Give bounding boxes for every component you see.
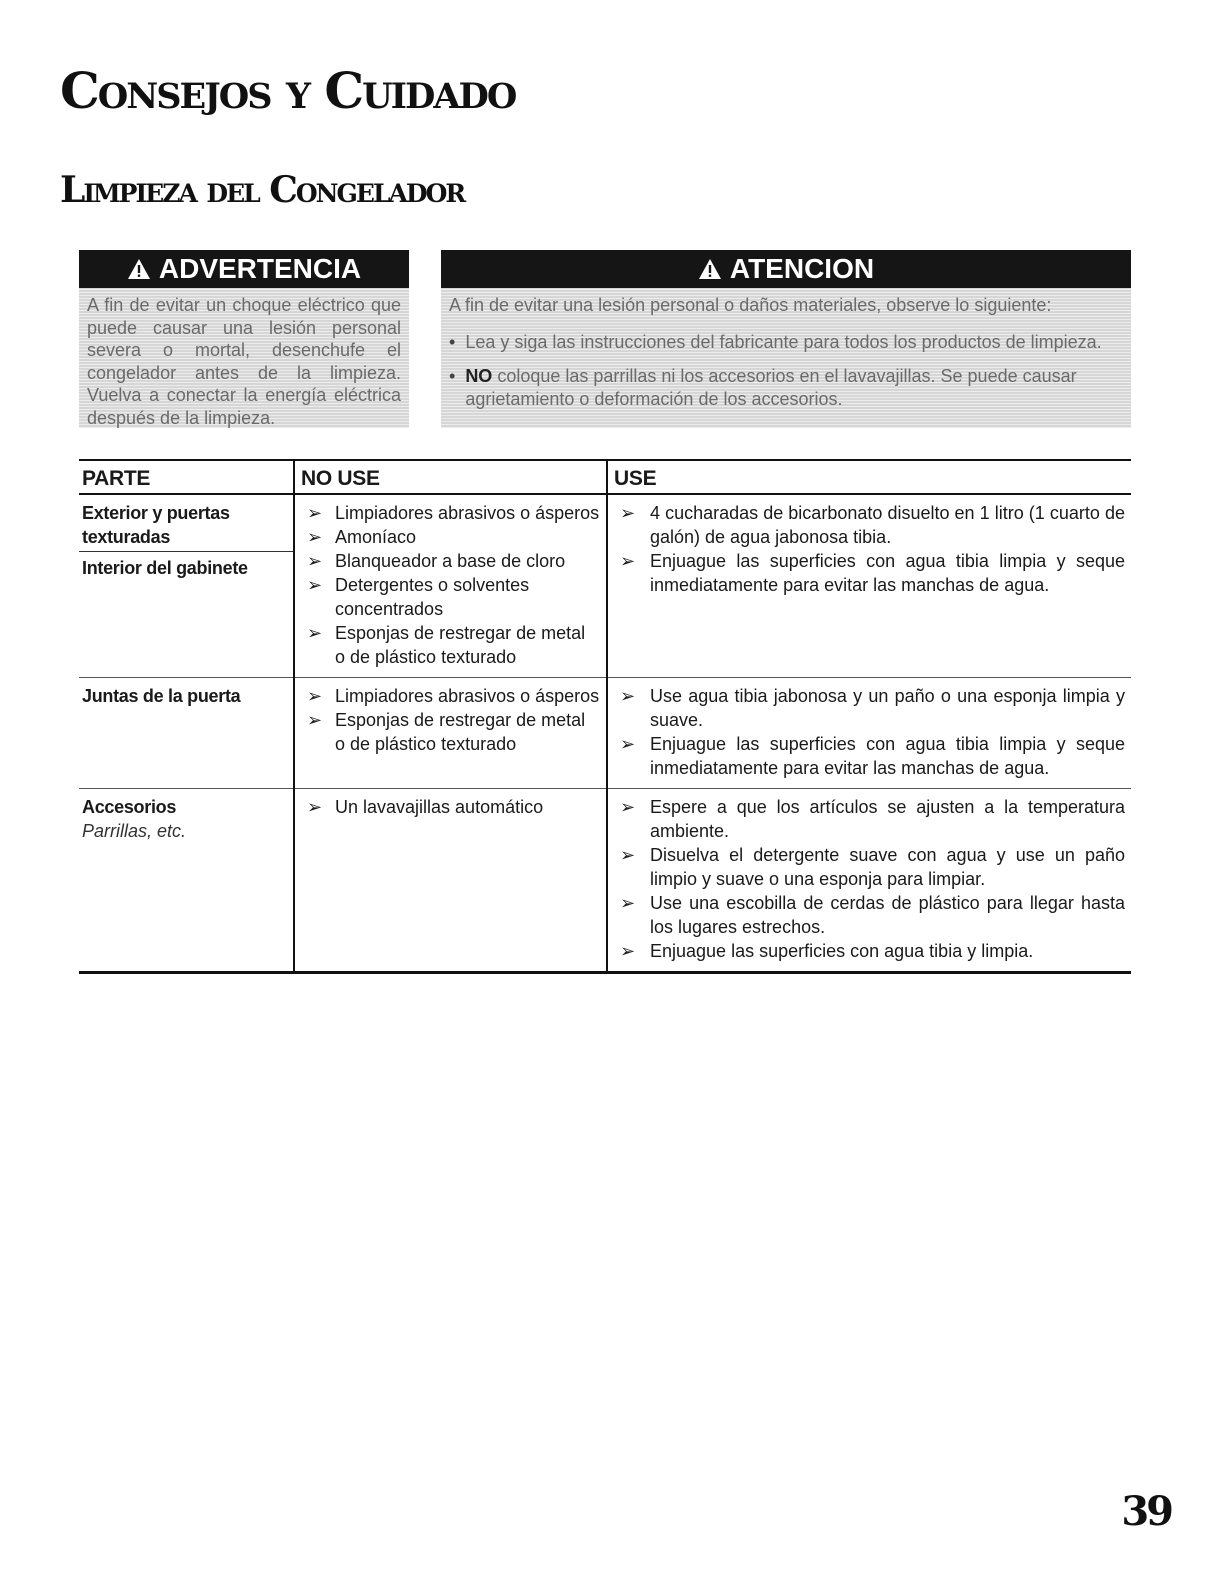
caution-bullet	[449, 331, 1123, 354]
caution-bullet-text	[465, 365, 1123, 410]
caution-bullet	[449, 365, 1123, 410]
list-item-text: Enjuague las superficies con agua tibia y limpia.	[650, 941, 1034, 961]
list-item	[301, 525, 600, 549]
list-item-text: Enjuague las superficies con agua tibia limpia y seque inmediatamente para evitar las manchas de agua.	[650, 734, 1125, 778]
list-item-text: Esponjas de restregar de metal o de plástico texturado	[335, 710, 586, 754]
table-row	[79, 789, 1131, 973]
warning-header-label: ADVERTENCIA	[158, 253, 362, 284]
bullet-dot-icon: •	[449, 331, 456, 352]
part-note: Parrillas, etc.	[82, 821, 187, 841]
list-item	[614, 939, 1125, 963]
use-cell	[607, 678, 1131, 789]
arrow-bullet-icon: ➢	[620, 503, 636, 523]
list-item-text: Blanqueador a base de cloro	[335, 551, 566, 571]
use-list	[614, 795, 1125, 963]
arrow-bullet-icon: ➢	[307, 575, 323, 595]
arrow-bullet-icon: ➢	[620, 734, 636, 754]
warning-header	[79, 250, 409, 288]
list-item	[614, 891, 1125, 939]
list-item-text: Enjuague las superficies con agua tibia limpia y seque inmediatamente para evitar las manchas de agua.	[650, 551, 1125, 595]
part-name: Accesorios	[82, 797, 177, 817]
list-item-text: Limpiadores abrasivos o ásperos	[335, 503, 600, 523]
list-item	[301, 549, 600, 573]
no-use-cell	[294, 789, 607, 973]
no-use-list	[301, 501, 600, 669]
part-name: Juntas de la puerta	[82, 686, 241, 706]
use-list	[614, 684, 1125, 780]
warning-box	[79, 250, 409, 428]
list-item-text: Use agua tibia jabonosa y un paño o una esponja limpia y suave.	[650, 686, 1125, 730]
page-number: 39	[1121, 1488, 1171, 1535]
arrow-bullet-icon: ➢	[307, 686, 323, 706]
part-divider	[79, 551, 293, 552]
caution-bullet-body: Lea y siga las instrucciones del fabricante para todos los productos de limpieza.	[465, 331, 1102, 352]
caution-intro: A fin de evitar una lesión personal o daños materiales, observe lo siguiente:	[449, 295, 1052, 315]
part-name: Exterior y puertas texturadas	[82, 503, 230, 547]
arrow-bullet-icon: ➢	[620, 893, 636, 913]
arrow-bullet-icon: ➢	[307, 710, 323, 730]
part-cell	[79, 789, 294, 973]
list-item-text: Un lavavajillas automático	[335, 797, 544, 817]
table-header-row	[79, 460, 1131, 494]
bullet-dot-icon: •	[449, 366, 456, 386]
section-title: Limpieza del Congelador	[60, 169, 465, 211]
no-use-list	[301, 684, 600, 756]
list-item	[614, 684, 1125, 732]
no-use-list	[301, 795, 600, 819]
caution-body	[441, 288, 1131, 428]
arrow-bullet-icon: ➢	[307, 551, 323, 571]
caution-box	[441, 250, 1131, 428]
no-use-cell	[294, 494, 607, 678]
warning-body	[79, 288, 409, 428]
arrow-bullet-icon: ➢	[620, 686, 636, 706]
caution-header	[441, 250, 1131, 288]
arrow-bullet-icon: ➢	[620, 845, 636, 865]
list-item	[614, 501, 1125, 549]
cleaning-table	[79, 459, 1131, 974]
warning-triangle-icon	[698, 258, 722, 280]
list-item	[614, 843, 1125, 891]
list-item	[301, 621, 600, 669]
warning-triangle-icon	[127, 258, 151, 280]
header-use: USE	[607, 460, 1131, 494]
list-item-text: Use una escobilla de cerdas de plástico para llegar hasta los lugares estrechos.	[650, 893, 1125, 937]
list-item	[301, 708, 600, 756]
caution-bullet-text	[465, 331, 1101, 354]
arrow-bullet-icon: ➢	[307, 797, 323, 817]
table-body	[79, 494, 1131, 973]
table-row	[79, 678, 1131, 789]
list-item	[301, 795, 600, 819]
header-part: PARTE	[82, 467, 151, 490]
list-item-text: Esponjas de restregar de metal o de plástico texturado	[335, 623, 586, 667]
caution-bullet-body: coloque las parrillas ni los accesorios en el lavavajillas. Se puede causar agrietamiento o deformación de los accesorios.	[465, 366, 1077, 409]
list-item-text: 4 cucharadas de bicarbonato disuelto en 1 litro (1 cuarto de galón) de agua jabonosa tibia.	[650, 503, 1125, 547]
list-item	[301, 684, 600, 708]
use-cell	[607, 789, 1131, 973]
list-item-text: Amoníaco	[335, 527, 417, 547]
page-title: Consejos y Cuidado	[60, 61, 516, 120]
list-item	[614, 732, 1125, 780]
caution-bullet-strong: NO	[465, 366, 493, 386]
use-list	[614, 501, 1125, 597]
table-row	[79, 494, 1131, 678]
arrow-bullet-icon: ➢	[620, 551, 636, 571]
list-item-text: Detergentes o solventes concentrados	[335, 575, 530, 619]
list-item	[614, 549, 1125, 597]
list-item	[301, 573, 600, 621]
list-item-text: Disuelva el detergente suave con agua y use un paño limpio y suave o una esponja para limpiar.	[650, 845, 1125, 889]
part-cell	[79, 494, 294, 678]
list-item	[301, 501, 600, 525]
warning-text: A fin de evitar un choque eléctrico que puede causar una lesión personal severa o mortal, desenchufe el congelador antes de la limpieza. Vuelva a conectar la energía eléctrica después de la limpieza.	[87, 295, 401, 428]
use-cell	[607, 494, 1131, 678]
list-item-text: Espere a que los artículos se ajusten a la temperatura ambiente.	[650, 797, 1125, 841]
part-cell	[79, 678, 294, 789]
arrow-bullet-icon: ➢	[620, 941, 636, 961]
no-use-cell	[294, 678, 607, 789]
header-no-use: NO USE	[294, 460, 607, 494]
arrow-bullet-icon: ➢	[307, 527, 323, 547]
part-name: Interior del gabinete	[82, 558, 248, 578]
arrow-bullet-icon: ➢	[620, 797, 636, 817]
arrow-bullet-icon: ➢	[307, 503, 323, 523]
list-item-text: Limpiadores abrasivos o ásperos	[335, 686, 600, 706]
list-item	[614, 795, 1125, 843]
caution-header-label: ATENCION	[729, 253, 875, 284]
arrow-bullet-icon: ➢	[307, 623, 323, 643]
